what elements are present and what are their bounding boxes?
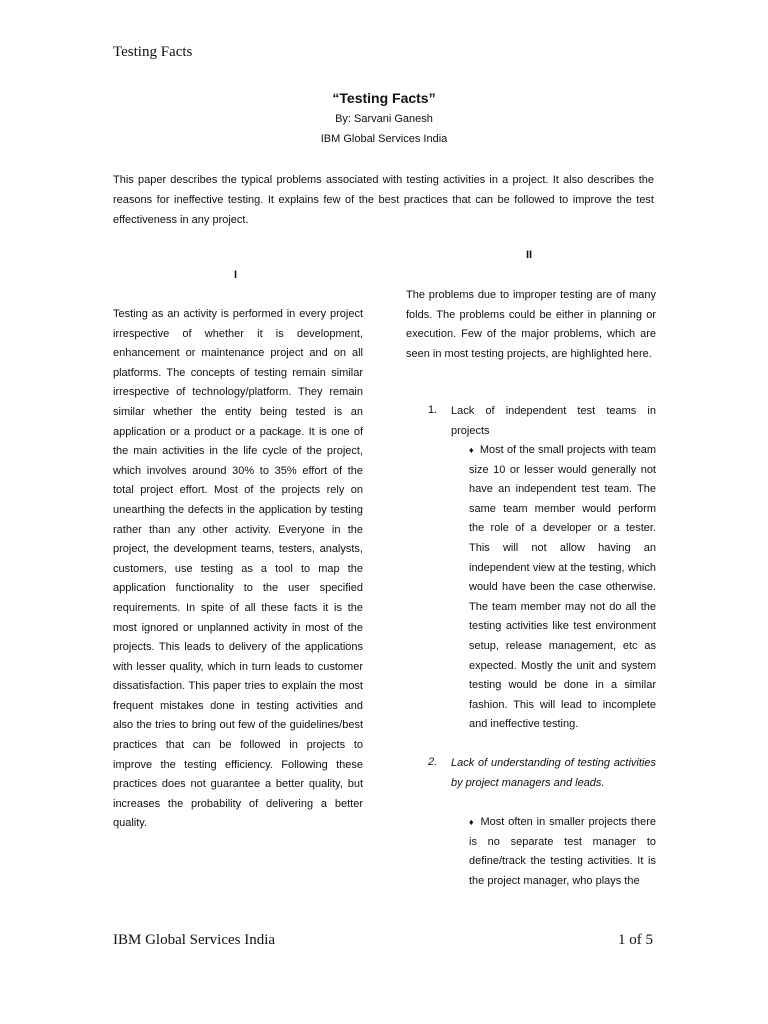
author-line: By: Sarvani Ganesh — [335, 113, 433, 125]
page-number: 1 of 5 — [618, 932, 653, 948]
abstract-paragraph: This paper describes the typical problems associated with testing activities in a project. It also describes the reasons for ineffective testing. It explains few of the best practices that can be followed to improve the test effectiveness in any project. — [113, 174, 654, 226]
list-item-2-bullet — [469, 813, 656, 891]
section-i-body: Testing as an activity is performed in every project irrespective of whether it is development, enhancement or maintenance project and on all platforms. The concepts of testing remain similar irrespective of technology/platform. They remain similar whether the entity being tested is an application or a product or a package. It is one of the main activities in the life cycle of the project, which involves around 30% to 35% effort of the total project effort. Most of the projects rely on unearthing the defects in the application by testing rather than any other activity. Everyone in the project, the development teams, testers, analysts, customers, use testing as a tool to map the application functionality to the user specified requirements. In spite of all these facts it is the most ignored or unplanned activity in most of the projects. This leads to delivery of the applications with lesser quality, which in turn leads to customer dissatisfaction. This paper tries to explain the most frequent mistakes done in testing activities and also the tries to bring out few of the guidelines/best practices that can be followed in projects to improve the testing efficiency. Following these practices does not guarantee a better quality, but increases the probability of delivering a better quality. — [113, 308, 363, 830]
running-header: Testing Facts — [113, 44, 193, 60]
diamond-bullet-icon: ♦ — [469, 817, 475, 827]
section-heading-ii: II — [526, 249, 533, 261]
affiliation-line: IBM Global Services India — [320, 133, 448, 145]
list-item-2-number: 2. — [428, 756, 438, 768]
paper-title: “Testing Facts” — [332, 90, 436, 106]
section-heading-i: I — [234, 269, 238, 281]
list-item-1-bullet-text: Most of the small projects with team size 10 or lesser would generally not have an independent test team. The same team member would perform the role of a developer or a tester. This will not allow having an independent view at the testing, which would have been the case otherwise. The team member may not do all the testing activities like test environment setup, release management, etc as expected. Mostly the unit and system testing would be done in a similar fashion. This will lead to incomplete and ineffective testing. — [469, 444, 657, 731]
list-item-2-bullet-text: Most often in smaller projects there is no separate test manager to define/track the testing activities. It is the project manager, who plays the — [469, 816, 656, 887]
section-ii-intro: The problems due to improper testing are of many folds. The problems could be either in planning or execution. Few of the major problems, which are seen in most testing projects, are highlighted here. — [406, 289, 656, 360]
diamond-bullet-icon: ♦ — [469, 445, 474, 455]
footer-organization: IBM Global Services India — [113, 932, 276, 948]
list-item-1-title: Lack of independent test teams in projects — [451, 405, 656, 437]
list-item-2-title: Lack of understanding of testing activities by project managers and leads. — [451, 757, 656, 789]
list-item-1-bullet — [469, 441, 656, 735]
list-item-1-number: 1. — [428, 404, 438, 416]
